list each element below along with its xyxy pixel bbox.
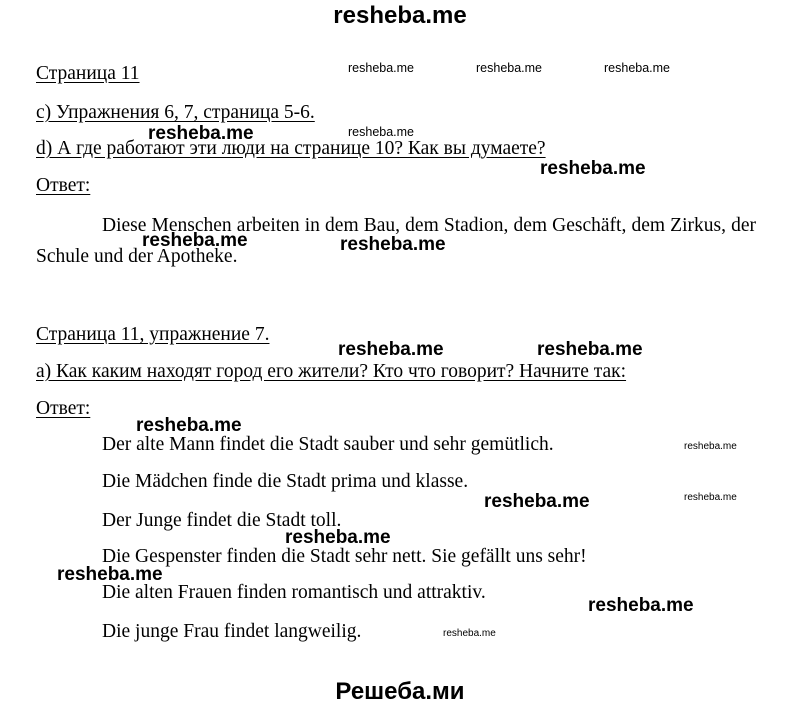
watermark: resheba.me: [148, 123, 254, 144]
watermark: resheba.me: [348, 61, 415, 75]
task-a: а) Как каким находят город его жители? Кто что говорит? Начните так:: [36, 361, 627, 382]
answer-line: Der Junge findet die Stadt toll.: [102, 510, 342, 531]
exercise-label: Страница 11, упражнение 7.: [36, 324, 270, 345]
watermark: resheba.me: [476, 61, 543, 75]
answer-line: Die Mädchen finde die Stadt prima und klasse.: [102, 471, 469, 492]
task-d: d) А где работают эти люди на странице 10? Как вы думаете?: [36, 138, 546, 159]
watermark: resheba.me: [604, 61, 671, 75]
watermark: resheba.me: [684, 441, 737, 452]
watermark: resheba.me: [540, 158, 646, 179]
watermark: resheba.me: [588, 595, 694, 616]
watermark: resheba.me: [443, 628, 496, 639]
watermark: resheba.me: [136, 415, 242, 436]
watermark: resheba.me: [57, 564, 163, 585]
answer-label: Ответ:: [36, 398, 91, 419]
watermark: resheba.me: [484, 491, 590, 512]
watermark: resheba.me: [142, 230, 248, 251]
watermark: resheba.me: [537, 339, 643, 360]
answer-line: Die junge Frau findet langweilig.: [102, 621, 362, 642]
answer-line: Der alte Mann findet die Stadt sauber und sehr gemütlich.: [102, 434, 554, 455]
site-footer: Решеба.ми: [335, 678, 465, 705]
watermark: resheba.me: [285, 527, 391, 548]
watermark: resheba.me: [348, 125, 415, 139]
answer-line: Die Gespenster finden die Stadt sehr nett. Sie gefällt uns sehr!: [102, 546, 587, 567]
answer-label: Ответ:: [36, 175, 91, 196]
site-header: resheba.me: [333, 2, 467, 29]
watermark: resheba.me: [340, 234, 446, 255]
answer-line: Die alten Frauen finden romantisch und attraktiv.: [102, 582, 486, 603]
answer-paragraph: Diese Menschen arbeiten in dem Bau, dem Stadion, dem Geschäft, dem Zirkus, der Schule und der Apotheke.: [36, 215, 756, 267]
page-label: Страница 11: [36, 63, 140, 84]
watermark: resheba.me: [684, 492, 737, 503]
task-c: c) Упражнения 6, 7, страница 5-6.: [36, 102, 315, 123]
watermark: resheba.me: [338, 339, 444, 360]
